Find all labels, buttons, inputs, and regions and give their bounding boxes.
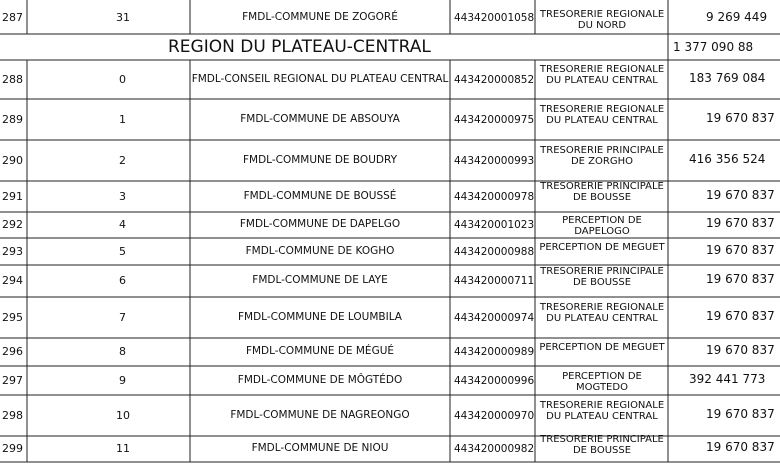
treasury-office: PERCEPTION DE MEGUET (539, 241, 665, 253)
beneficiary-name: FMDL-CONSEIL REGIONAL DU PLATEAU CENTRAL (191, 72, 449, 85)
commune-index: 4 (119, 218, 126, 231)
commune-index: 5 (119, 244, 126, 258)
row-number: 287 (2, 11, 23, 24)
beneficiary-name: FMDL-COMMUNE DE DAPELGO (239, 218, 401, 230)
amount: 19 670 837 (706, 110, 775, 125)
commune-index: 9 (119, 373, 126, 387)
beneficiary-name: FMDL-COMMUNE DE BOUDRY (242, 153, 397, 166)
commune-index: 11 (116, 442, 130, 455)
commune-index: 10 (116, 408, 130, 422)
beneficiary-name: FMDL-COMMUNE DE NIOU (251, 442, 389, 454)
commune-index: 8 (119, 345, 126, 358)
commune-index: 3 (119, 189, 126, 203)
amount: 19 670 837 (706, 272, 775, 286)
beneficiary-name: FMDL-COMMUNE DE LOUMBILA (238, 310, 402, 323)
treasury-office: TRESORERIE PRINCIPALE DE ZORGHO (540, 145, 664, 167)
region-total: 1 377 090 88 (673, 40, 754, 54)
treasury-office: PERCEPTION DE MEGUET (539, 342, 665, 353)
row-number: 297 (2, 373, 23, 387)
beneficiary-name: FMDL-COMMUNE DE KOGHO (245, 244, 395, 257)
treasury-office: TRESORERIE REGIONALE DU PLATEAU CENTRAL (539, 104, 665, 126)
row-number: 296 (2, 345, 23, 358)
beneficiary-name: FMDL-COMMUNE DE BOUSSÉ (243, 189, 397, 202)
account-number: 443420000970 (454, 409, 535, 422)
account-number: 443420000974 (454, 311, 535, 324)
treasury-office: TRESORERIE PRINCIPALE DE BOUSSE (540, 265, 664, 288)
beneficiary-name: FMDL-COMMUNE DE ABSOUYA (240, 112, 400, 125)
account-number: 443420000975 (454, 113, 535, 126)
treasury-office: PERCEPTION DE DAPELOGO (562, 215, 642, 237)
treasury-office: TRESORERIE PRINCIPALE DE BOUSSE (540, 433, 664, 456)
beneficiary-name: FMDL-COMMUNE DE MÔGTÉDO (237, 373, 403, 386)
row-number: 299 (2, 442, 23, 455)
amount: 19 670 837 (706, 406, 775, 421)
commune-index: 7 (119, 310, 126, 324)
row-number: 294 (2, 274, 23, 287)
treasury-office: TRESORERIE REGIONALE DU PLATEAU CENTRAL (539, 302, 665, 324)
amount: 9 269 449 (706, 10, 768, 24)
account-number: 443420001023 (454, 219, 535, 231)
row-number: 290 (2, 153, 23, 167)
account-number: 443420000989 (454, 346, 535, 358)
amount: 416 356 524 (689, 151, 766, 166)
account-number: 443420001058 (454, 12, 535, 24)
amount: 19 670 837 (706, 242, 775, 257)
treasury-office: TRESORERIE REGIONALE DU PLATEAU CENTRAL (539, 64, 665, 86)
amount: 183 769 084 (689, 70, 766, 85)
beneficiary-name: FMDL-COMMUNE DE LAYE (252, 274, 388, 286)
account-number: 443420000996 (454, 374, 535, 387)
amount: 19 670 837 (706, 187, 775, 202)
amount: 19 670 837 (706, 440, 775, 454)
commune-index: 6 (119, 274, 126, 287)
account-number: 443420000988 (454, 245, 535, 258)
row-number: 293 (2, 244, 23, 258)
treasury-office: TRESORERIE PRINCIPALE DE BOUSSE (540, 181, 664, 203)
row-number: 298 (2, 408, 23, 422)
account-number: 443420000711 (454, 275, 535, 287)
commune-index: 31 (116, 11, 130, 24)
account-number: 443420000978 (454, 190, 535, 203)
treasury-office: TRESORERIE REGIONALE DU NORD (539, 9, 665, 31)
beneficiary-name: FMDL-COMMUNE DE MÉGUÉ (245, 345, 395, 357)
account-number: 443420000982 (454, 443, 535, 455)
beneficiary-name: FMDL-COMMUNE DE ZOGORÉ (242, 11, 398, 23)
amount: 19 670 837 (706, 343, 775, 357)
amount: 19 670 837 (706, 216, 775, 230)
row-number: 292 (2, 218, 23, 231)
amount: 19 670 837 (706, 308, 775, 323)
row-number: 288 (2, 72, 23, 86)
treasury-office: PERCEPTION DE MOGTEDO (562, 370, 642, 393)
row-number: 291 (2, 189, 23, 203)
beneficiary-name: FMDL-COMMUNE DE NAGREONGO (230, 408, 410, 421)
commune-index: 1 (119, 112, 126, 126)
amount: 392 441 773 (689, 371, 766, 386)
row-number: 295 (2, 310, 23, 324)
commune-index: 0 (119, 72, 126, 86)
account-number: 443420000852 (454, 73, 535, 86)
region-title: REGION DU PLATEAU-CENTRAL (168, 37, 431, 57)
commune-index: 2 (119, 153, 126, 167)
treasury-office: TRESORERIE REGIONALE DU PLATEAU CENTRAL (539, 400, 665, 422)
account-number: 443420000993 (454, 154, 535, 167)
row-number: 289 (2, 112, 23, 126)
